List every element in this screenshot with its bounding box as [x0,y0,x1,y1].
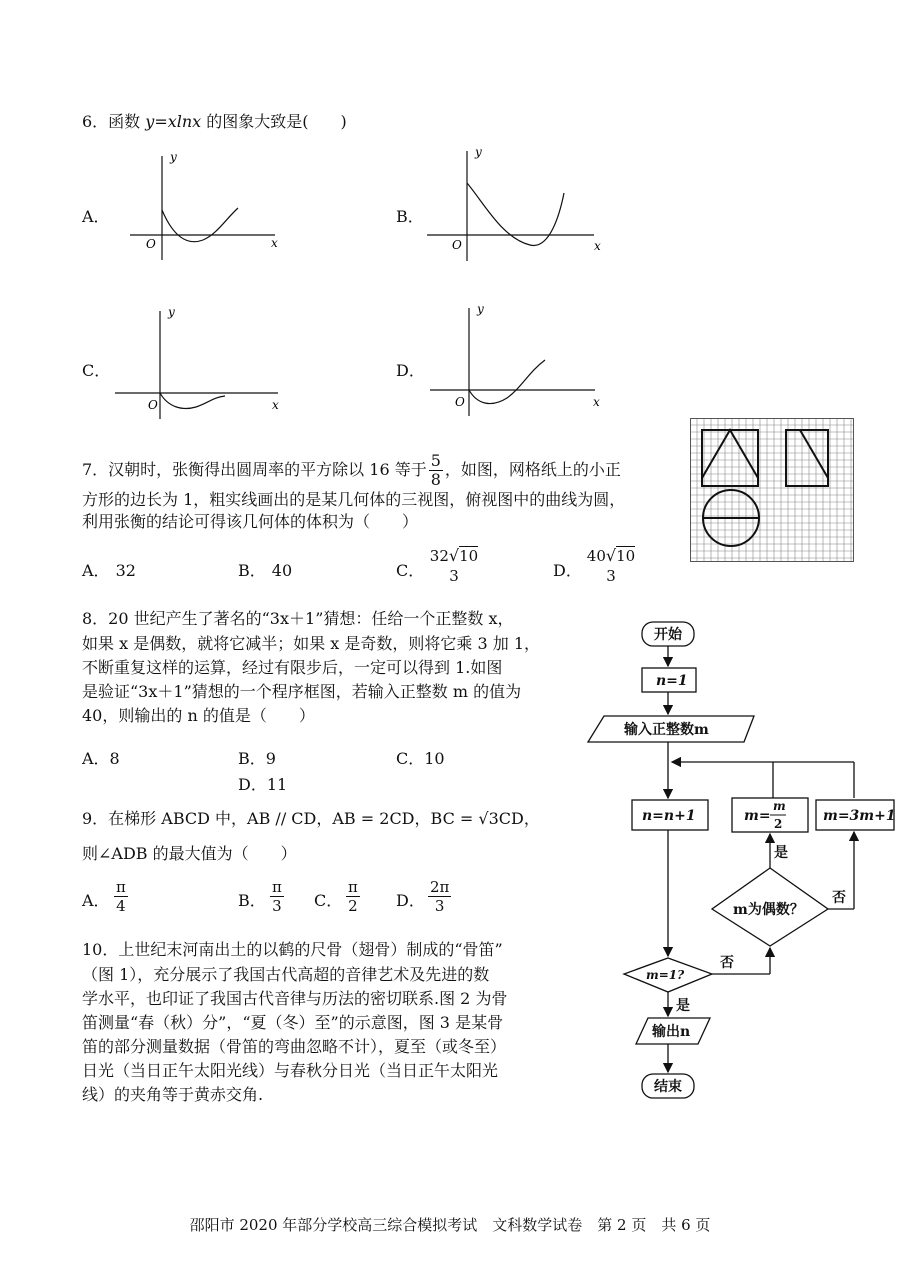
flow-output-text: 输出n [652,1024,691,1040]
q9-line1: 9．在梯形 ABCD 中，AB // CD，AB = 2CD，BC = √3CD， [82,809,540,828]
q6-a-origin: O [146,237,156,251]
q10-line7: 线）的夹角等于黄赤交角. [82,1085,264,1104]
q6-option-c-label: C． [82,361,111,380]
q6-c-x-label: x [272,398,279,412]
q6-c-y-label: y [168,305,175,319]
q6-b-x-label: x [594,239,601,253]
q8-option-d: D．11 [238,775,288,794]
q9-option-c-label: C． [314,891,343,910]
q7-frac-den: 8 [430,470,441,489]
q8-option-b: B．9 [238,749,276,768]
q10-line3: 学水平，也印证了我国古代音律与历法的密切联系.图 2 为骨 [82,989,508,1008]
q7-stem-line2: 方形的边长为 1，粗实线画出的是某几何体的三视图，俯视图中的曲线为圆， [82,490,626,509]
flow-one-text: m=1? [646,968,685,982]
q9-option-a-label: A． [82,891,110,910]
flow-yes-one: 是 [676,998,690,1014]
q7-stem-line1: 7．汉朝时，张衡得出圆周率的平方除以 16 等于 $\frac{5}{8}$ ，如图，网格纸上的小正 [82,451,621,489]
q10-line6: 日光（当日正午太阳光线）与春秋分日光（当日正午太阳光 [82,1061,499,1080]
q6-graph-b [422,143,612,263]
flow-start-text: 开始 [654,627,682,643]
q6-a-y-label: y [170,150,177,164]
flow-no-even: 否 [832,890,846,906]
flow-yes-even: 是 [774,845,788,861]
flow-half-den: 2 [774,817,783,831]
q6-stem: 6．函数 y=xlnx 的图象大致是( ) [82,112,347,131]
q9-option-b-frac: $\frac{\pi}{3}$ [272,878,282,915]
flow-init-text: n=1 [656,673,688,689]
q8-line2: 如果 x 是偶数，就将它减半；如果 x 是奇数，则将它乘 3 加 1， [82,634,541,653]
q6-d-y-label: y [477,302,484,316]
flow-end-text: 结束 [654,1079,682,1095]
q10-line4: 笛测量“春（秋）分”，“夏（冬）至”的示意图，图 3 是某骨 [82,1013,504,1032]
q9-line2: 则∠ADB 的最大值为（ ） [82,844,297,863]
q6-d-x-label: x [593,395,600,409]
q6-graph-a [125,148,285,263]
q8-line5: 40，则输出的 n 的值是（ ） [82,706,315,725]
q6-b-y-label: y [475,145,482,159]
q9-option-a-frac: $\frac{\pi}{4}$ [116,878,126,915]
q6-option-b-label: B． [396,207,424,226]
q6-graph-d [425,300,610,420]
q8-line1: 8．20 世纪产生了著名的“3x＋1”猜想：任给一个正整数 x， [82,609,514,628]
q6-b-origin: O [452,238,462,252]
page-footer: 邵阳市 2020 年部分学校高三综合模拟考试 文科数学试卷 第 2 页 共 6 页 [189,1216,711,1234]
q6-d-origin: O [455,395,465,409]
q10-line2: （图 1），充分展示了我国古代高超的音律艺术及先进的数 [82,965,490,984]
flow-half-lhs: m= [744,808,771,824]
q7-option-c-value: 32√10 3 [429,546,479,585]
q7-option-a: A． 32 [82,561,136,580]
q9-option-d-frac: $\frac{2\pi}{3}$ [430,878,450,915]
flow-even-text: m为偶数？ [733,902,804,918]
q8-flowchart [580,612,900,1117]
flow-no-one: 否 [720,955,734,971]
q6-option-a-label: A． [82,207,110,226]
flow-triple-text: m=3m+1 [823,808,896,824]
q8-line4: 是验证“3x＋1”猜想的一个程序框图，若输入正整数 m 的值为 [82,682,522,701]
q7-three-view-figure [690,418,854,562]
q8-option-c: C．10 [396,749,445,768]
q7-option-d-value: 40√10 3 [586,546,636,585]
q10-line5: 笛的部分测量数据（骨笛的弯曲忽略不计），夏至（或冬至） [82,1037,507,1056]
q6-a-x-label: x [271,236,278,250]
q7-option-c-label: C． [396,561,425,580]
flow-input-text: 输入正整数m [624,722,709,738]
q7-stem-line3: 利用张衡的结论可得该几何体的体积为（ ） [82,512,419,531]
q6-graph-c [110,303,290,423]
q9-option-d-label: D． [396,891,425,910]
q8-option-a: A．8 [82,749,120,768]
q7-frac-num: 5 [430,451,441,470]
flow-half-num: m [773,799,786,813]
q7-option-d-label: D． [553,561,582,580]
q9-option-c-frac: $\frac{\pi}{2}$ [348,878,358,915]
q6-option-d-label: D． [396,361,425,380]
q10-line1: 10．上世纪末河南出土的以鹤的尺骨（翅骨）制成的“骨笛” [82,940,503,959]
q7-option-b: B． 40 [238,561,293,580]
q9-option-b-label: B． [238,891,266,910]
q8-line3: 不断重复这样的运算，经过有限步后，一定可以得到 1.如图 [82,658,503,677]
flow-increment-text: n=n+1 [642,808,696,824]
q6-c-origin: O [148,398,158,412]
